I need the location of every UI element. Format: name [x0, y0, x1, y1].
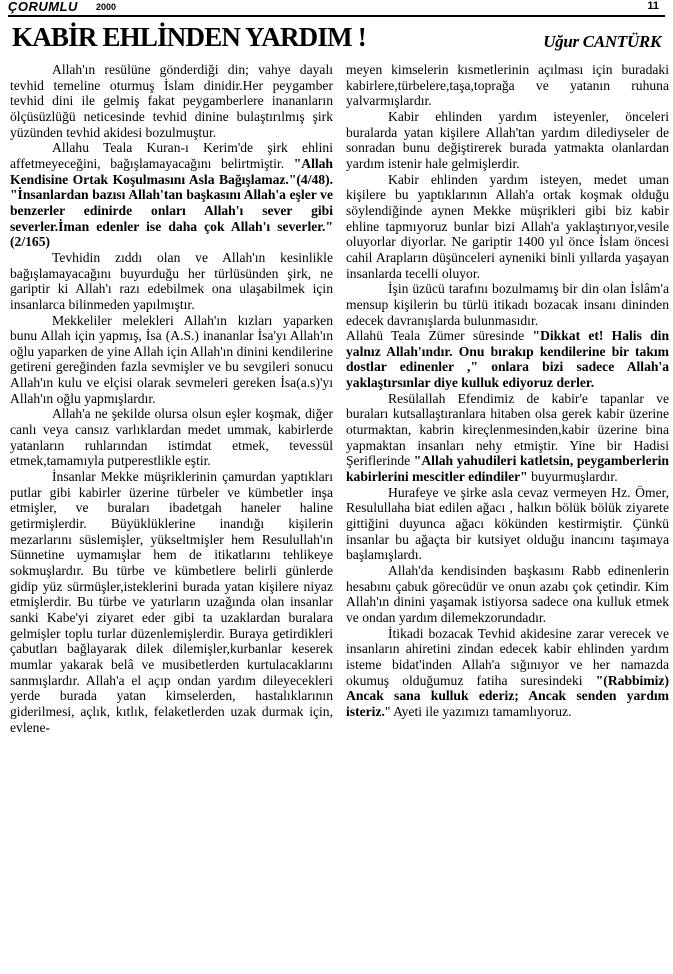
paragraph: Kabir ehlinden yardım isteyenler, önceleri buralarda yatan kişilere Allah'tan yardım dilediyseler de sonradan bunu değiştirerek burada yatmakta olanlardan yardım istenir hale gelmişlerdir. — [346, 108, 669, 171]
paragraph-text: Allahu Teala Kuran-ı Kerim'de şirk ehlini affetmeyeceğini, bağışlamayacağını belirtmiştir. — [10, 140, 333, 171]
paragraph: Allah'a ne şekilde olursa olsun eşler koşmak, diğer canlı veya cansız varlıklardan medet ummak, kabirlerde yatanların ruhlarından istimdat etmek, tevessül etmek,tamamıyla putperestlikle eştir. — [10, 406, 333, 469]
paragraph: İşin üzücü tarafını bozulmamış bir din olan İslâm'a mensup kişilerin bu türlü itikadı bozacak insanı dininden edecek davranışlarda bulunmasıdır. — [346, 281, 669, 328]
masthead — [8, 0, 665, 17]
paragraph — [346, 626, 669, 720]
page-number: 11 — [647, 0, 659, 12]
paragraph — [10, 140, 333, 250]
paragraph: İnsanlar Mekke müşriklerinin çamurdan yaptıkları putlar gibi kabirler üzerine türbeler ve kümbetler inşa etmişler, ve buraları ibadetgah haneler haline getirmişlerdir. Büyüklüklerine inandığı kişilerin mezarlarını süslemişler, yükseltmişler hem Resulullah'ın Sünnetine uymamışlar hem de itikatlarını tehlikeye sokmuşlardır. Bu türbe ve kümbetlere belirli günlerde gidip yüz sürmüşler,isteklerini burada yatan kişilere niyaz etmişlerdir. Bu türbe ve yatırların uzağında olan insanlar sanki Kabe'yi ziyaret eder gibi ta uzaklardan buralara gelmişler toplu turlar düzenlemişlerdir. Buraya getirdikleri çabutları bağlayarak dilek dilemişler,kurbanlar keserek mumlar yakarak belâ ve musibetlerden kurtulacaklarını sanmışlardır. Allah'a el açıp ondan yardım dileyecekleri yerde burada yatan kimselerden, hastalıklarının giderilmesi, açlık, kıtlık, felaketlerden uzak durmak için, evlene- — [10, 469, 333, 735]
quran-quote: "(Rabbimiz) Ancak sana kulluk ederiz; Ancak senden yardım isteriz. — [346, 672, 669, 719]
paragraph: Allah'ın resülüne gönderdiği din; vahye dayalı tevhid temeline oturmuş İslam dinidir.Her peygamber tevhid dini ile gelmiş fakat peygamberlere inananların ölçüsüzlüğü neticesinde tevhid dinine bulaştırılmış şirk yüzünden tevhid akidesi bozulmuştur. — [10, 62, 333, 140]
paragraph-text: buyurmuşlardır. — [527, 469, 618, 485]
paragraph: Mekkeliler melekleri Allah'ın kızları yaparken bunu Allah için yapmış, İsa (A.S.) inananlar İsa'yı Allah'ın oğlu yaparken de yine Allah için Allah'ın dinini kendilerine getireni gereğinden fazla sevmişler ve bu sevgileri sonucu Allah'ın kulu ve elçisi olarak sevmeleri gereken İsa(a.s)'yı Allah'ın oğlu yapmışlardır. — [10, 312, 333, 406]
paragraph-text: Resülallah Efendimiz de kabir'e tapanlar ve buraları kutsallaştıranlara hitaben olsa gerek kabir üzerine oturmaktan, kabrin kireçlenmesinden,kabir üzerine bina yapmaktan insanları nehy etmiştir. Yine bir Hadisi Şeriflerinde — [346, 390, 669, 469]
article-column-left — [10, 62, 333, 735]
issue-year: 2000 — [96, 2, 117, 12]
paragraph-text: Allahü Teala Zümer süresinde — [346, 328, 533, 344]
article-author: Uğur CANTÜRK — [543, 32, 661, 51]
quran-quote: "Dikkat et! Halis din yalnız Allah'ındır. Onu bırakıp kendilerine bir takım dostlar edinenler ," onlara bizi sadece Allah'a yaklaştırsınlar diye kulluk ediyoruz derler. — [346, 328, 670, 391]
paragraph: Hurafeye ve şirke asla cevaz vermeyen Hz. Ömer, Resulullaha biat edilen ağacı , halkın bölük bölük ziyarete gittiğini duyunca ağacı kökünden kestirmiştir. Çünkü insanlar bu ağaçta bir kutsiyet olduğu inancını taşımaya başlamışlardı. — [346, 484, 669, 563]
paragraph — [346, 391, 669, 485]
paragraph: Kabir ehlinden yardım isteyen, medet uman kişilere bu yaptıklarının Allah'a ortak koşmak olduğu söylendiğinde aynen Mekke müşrikleri gibi biz kabir ehline tapmıyoruz bunlar bizi Allah'a yaklaştırıyor,vesile oluyorlar diyorlar. Ne gariptir 1400 yıl önce İslam öncesi cahil Arapların düşünceleri ayneniki binli yıllarda yaşayan insanlarda tecelli oluyor. — [346, 171, 669, 281]
article-column-right — [346, 62, 669, 720]
paragraph: Tevhidin zıddı olan ve Allah'ın kesinlikle bağışlamayacağını buyurduğu her türlüsünden şirk, ne gariptir ki Allah'ı razı edebilmek ona ulaşabilmek için insanlarca bilinmeden yapılmıştır. — [10, 249, 333, 312]
paragraph: Allah'da kendisinden başkasını Rabb edinenlerin hesabını çabuk görecüdür ve onun azabı çok çetindir. Kim Allah'ın dinini yaşamak istiyorsa sadece ona kulluk etmek ve ondan yardım dilemekzorundadır. — [346, 563, 669, 625]
paragraph — [346, 328, 669, 391]
newspaper-logo: ÇORUMLU — [8, 0, 78, 14]
paragraph-text: İtikadi bozacak Tevhid akidesine zarar verecek ve insanların ahiretini zindan edecek kabir ehlinden yardım isteme bidat'inden Allah'a sığınıyor ve her namazda okumuş olduğumuz fatiha suresindeki — [346, 625, 669, 688]
quran-quote: "Allah Kendisine Ortak Koşulmasını Asla Bağışlamaz."(4/48). "İnsanlardan bazısı Allah'tan başkasını Allah'a eşler ve benzerler edinirde onları Allah'ı sever gibi severler.İman edenler ise daha çok Allah'ı severler."(2/165) — [10, 155, 333, 250]
article-title: KABİR EHLİNDEN YARDIM ! — [12, 22, 366, 52]
hadith-quote: "Allah yahudileri katletsin, peygamberlerin kabirlerini mescitler edindiler" — [346, 453, 669, 485]
paragraph-text: " Ayeti ile yazımızı tamamlıyoruz. — [384, 703, 572, 719]
paragraph: meyen kimselerin kısmetlerinin açılması için buradaki kabirlere,türbelere,taşa,toprağa ve yatanın ruhuna yalvarmışlardır. — [346, 62, 669, 109]
